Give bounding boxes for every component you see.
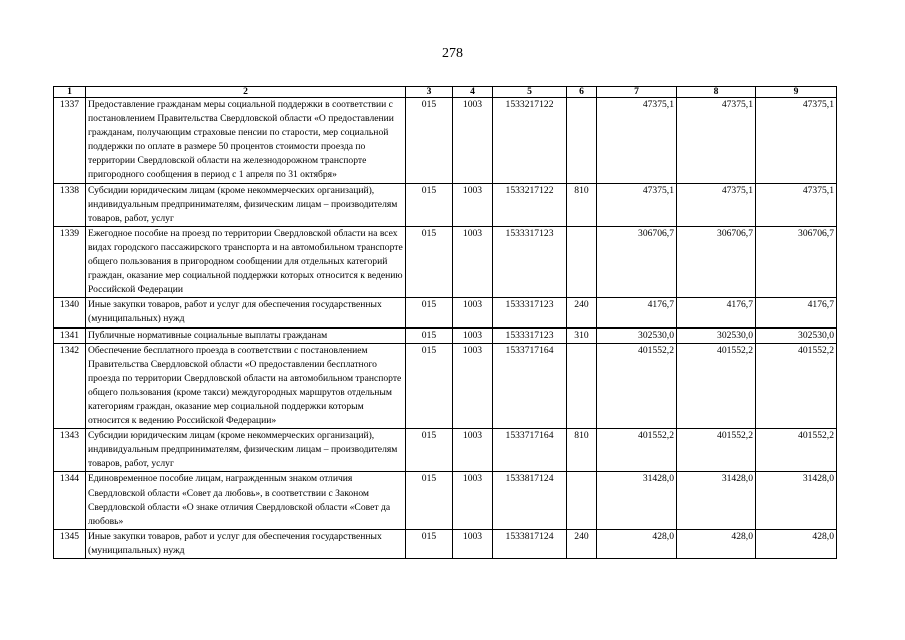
expense-type-code: 810 (567, 429, 597, 472)
column-header: 3 (406, 87, 453, 98)
expense-type-code: 810 (567, 183, 597, 226)
expense-type-code: 240 (567, 529, 597, 558)
section-code: 1003 (453, 226, 493, 297)
row-number: 1339 (54, 226, 86, 297)
amount-col-8: 4176,7 (677, 298, 756, 328)
row-description: Единовременное пособие лицам, награжденным знаком отличия Свердловской области «Совет да любовь», в соответствии с Законом Свердловской области «О знаке отличия Свердловской области «Совет да любовь» (86, 472, 406, 529)
table-row (54, 529, 837, 558)
row-number: 1337 (54, 98, 86, 184)
row-description: Иные закупки товаров, работ и услуг для обеспечения государственных (муниципальных) нужд (86, 529, 406, 558)
column-header: 6 (567, 87, 597, 98)
row-number: 1345 (54, 529, 86, 558)
table-row (54, 328, 837, 344)
amount-col-9: 47375,1 (756, 183, 837, 226)
target-code: 1533817124 (493, 529, 567, 558)
expense-type-code (567, 472, 597, 529)
row-number: 1340 (54, 298, 86, 328)
amount-col-8: 31428,0 (677, 472, 756, 529)
amount-col-7: 31428,0 (597, 472, 677, 529)
section-code: 1003 (453, 183, 493, 226)
amount-col-7: 401552,2 (597, 343, 677, 429)
row-number: 1344 (54, 472, 86, 529)
ministry-code: 015 (406, 98, 453, 184)
amount-col-8: 47375,1 (677, 98, 756, 184)
ministry-code: 015 (406, 226, 453, 297)
amount-col-7: 428,0 (597, 529, 677, 558)
section-code: 1003 (453, 472, 493, 529)
table-row (54, 226, 837, 297)
amount-col-8: 47375,1 (677, 183, 756, 226)
column-header: 1 (54, 87, 86, 98)
table-row (54, 98, 837, 184)
column-header: 7 (597, 87, 677, 98)
ministry-code: 015 (406, 183, 453, 226)
amount-col-7: 306706,7 (597, 226, 677, 297)
column-number-row (54, 87, 837, 98)
target-code: 1533717164 (493, 343, 567, 429)
amount-col-7: 47375,1 (597, 98, 677, 184)
amount-col-9: 401552,2 (756, 429, 837, 472)
amount-col-7: 47375,1 (597, 183, 677, 226)
amount-col-7: 401552,2 (597, 429, 677, 472)
expense-type-code (567, 98, 597, 184)
table-row (54, 343, 837, 429)
amount-col-8: 401552,2 (677, 429, 756, 472)
row-description: Предоставление гражданам меры социальной поддержки в соответствии с постановлением Правительства Свердловской области «О предоставлении гражданам, получающим страховые пенсии по старости, мер социальной поддержки по оплате в размере 50 процентов стоимости проезда по территории Свердловской области на железнодорожном транспорте пригородного сообщения в период с 1 апреля по 31 октября» (86, 98, 406, 184)
section-code: 1003 (453, 529, 493, 558)
ministry-code: 015 (406, 328, 453, 344)
ministry-code: 015 (406, 472, 453, 529)
ministry-code: 015 (406, 343, 453, 429)
target-code: 1533817124 (493, 472, 567, 529)
ministry-code: 015 (406, 529, 453, 558)
amount-col-8: 306706,7 (677, 226, 756, 297)
column-header: 2 (86, 87, 406, 98)
expense-type-code (567, 343, 597, 429)
target-code: 1533317123 (493, 298, 567, 328)
section-code: 1003 (453, 298, 493, 328)
section-code: 1003 (453, 343, 493, 429)
row-description: Ежегодное пособие на проезд по территории Свердловской области на всех видах городского пассажирского транспорта и на автомобильном транспорте общего пользования в пригородном сообщении для отдельных категорий граждан, оказание мер социальной поддержки которых относится к ведению Российской Федерации (86, 226, 406, 297)
row-description: Обеспечение бесплатного проезда в соответствии с постановлением Правительства Свердловской области «О предоставлении бесплатного проезда по территории Свердловской области на автомобильном транспорте общего пользования (кроме такси) междугородных маршрутов отдельным категориям граждан, оказание мер социальной поддержки которым относится к ведению Российской Федерации» (86, 343, 406, 429)
ministry-code: 015 (406, 429, 453, 472)
amount-col-9: 302530,0 (756, 328, 837, 344)
amount-col-8: 401552,2 (677, 343, 756, 429)
section-code: 1003 (453, 429, 493, 472)
amount-col-7: 302530,0 (597, 328, 677, 344)
amount-col-9: 428,0 (756, 529, 837, 558)
table-row (54, 429, 837, 472)
target-code: 1533717164 (493, 429, 567, 472)
amount-col-9: 47375,1 (756, 98, 837, 184)
ministry-code: 015 (406, 298, 453, 328)
row-number: 1341 (54, 328, 86, 344)
section-code: 1003 (453, 328, 493, 344)
budget-table (53, 86, 837, 559)
expense-type-code: 240 (567, 298, 597, 328)
row-number: 1342 (54, 343, 86, 429)
amount-col-8: 428,0 (677, 529, 756, 558)
amount-col-9: 31428,0 (756, 472, 837, 529)
target-code: 1533317123 (493, 328, 567, 344)
amount-col-9: 4176,7 (756, 298, 837, 328)
row-description: Публичные нормативные социальные выплаты гражданам (86, 328, 406, 344)
row-description: Субсидии юридическим лицам (кроме некоммерческих организаций), индивидуальным предпринимателям, физическим лицам – производителям товаров, работ, услуг (86, 183, 406, 226)
amount-col-7: 4176,7 (597, 298, 677, 328)
amount-col-8: 302530,0 (677, 328, 756, 344)
table-row (54, 183, 837, 226)
expense-type-code: 310 (567, 328, 597, 344)
target-code: 1533217122 (493, 98, 567, 184)
target-code: 1533317123 (493, 226, 567, 297)
row-description: Иные закупки товаров, работ и услуг для обеспечения государственных (муниципальных) нужд (86, 298, 406, 328)
table-row (54, 472, 837, 529)
column-header: 9 (756, 87, 837, 98)
row-number: 1343 (54, 429, 86, 472)
page-number: 278 (442, 46, 463, 61)
amount-col-9: 401552,2 (756, 343, 837, 429)
amount-col-9: 306706,7 (756, 226, 837, 297)
table-row (54, 298, 837, 328)
column-header: 4 (453, 87, 493, 98)
row-description: Субсидии юридическим лицам (кроме некоммерческих организаций), индивидуальным предпринимателям, физическим лицам – производителям товаров, работ, услуг (86, 429, 406, 472)
column-header: 5 (493, 87, 567, 98)
target-code: 1533217122 (493, 183, 567, 226)
column-header: 8 (677, 87, 756, 98)
section-code: 1003 (453, 98, 493, 184)
row-number: 1338 (54, 183, 86, 226)
expense-type-code (567, 226, 597, 297)
